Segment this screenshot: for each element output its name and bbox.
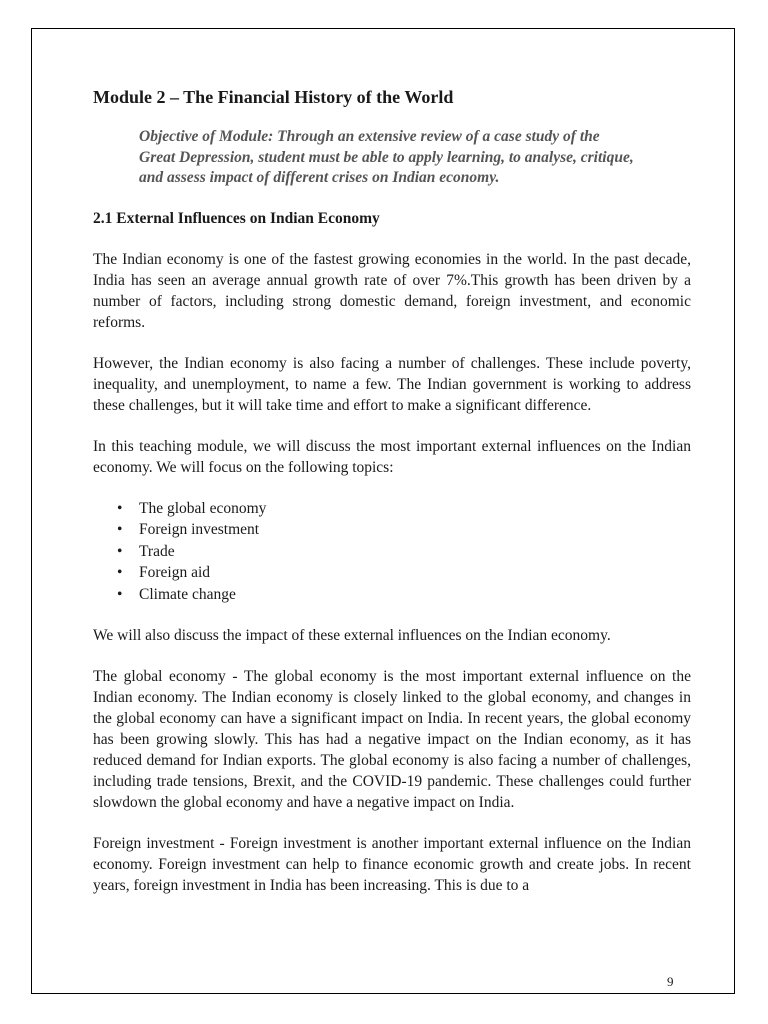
bullet-icon: • — [117, 542, 123, 560]
paragraph: The Indian economy is one of the fastest growing economies in the world. In the past decade, India has seen an average annual growth rate of over 7%.This growth has been driven by a number of factors, including strong domestic demand, foreign investment, and economic reforms. — [93, 250, 691, 331]
list-item-label: Foreign investment — [139, 521, 260, 538]
module-objective: Objective of Module: Through an extensive review of a case study of the Great Depression, student must be able to apply learning, to analyse, critique, and assess impact of different crises on Indian economy. — [139, 128, 634, 186]
list-item — [117, 562, 691, 584]
paragraph: We will also discuss the impact of these external influences on the Indian economy. — [93, 627, 611, 644]
list-item — [117, 584, 691, 606]
page-number: 9 — [667, 974, 674, 989]
module-title: Module 2 – The Financial History of the World — [93, 87, 454, 107]
document-body — [93, 86, 691, 916]
list-item-label: Trade — [139, 542, 175, 560]
list-item-label: Foreign aid — [139, 564, 211, 581]
paragraph: Foreign investment - Foreign investment is another important external influence on the Indian economy. Foreign investment can help to finance economic growth and create jobs. In recent years, foreign investment in India has been increasing. This is due to a — [93, 835, 691, 894]
list-item-label: The global economy — [139, 499, 267, 517]
bullet-icon: • — [117, 585, 123, 603]
list-item — [117, 519, 691, 541]
paragraph: In this teaching module, we will discuss the most important external influences on the Indian economy. We will focus on the following topics: — [93, 437, 691, 476]
list-item-label: Climate change — [139, 585, 236, 603]
paragraph: However, the Indian economy is also facing a number of challenges. These include poverty, inequality, and unemployment, to name a few. The Indian government is working to address these challenges, but it will take time and effort to make a significant difference. — [93, 354, 691, 414]
paragraph: The global economy - The global economy is the most important external influence on the Indian economy. The Indian economy is closely linked to the global economy, and changes in the global economy can have a significant impact on India. In recent years, the global economy has been growing slowly. This has had a negative impact on the Indian economy, as it has reduced demand for Indian exports. The global economy is also facing a number of challenges, including trade tensions, Brexit, and the COVID-19 pandemic. These challenges could further slowdown the global economy and have a negative impact on India. — [93, 668, 691, 811]
bullet-icon: • — [117, 521, 123, 538]
list-item — [117, 541, 691, 563]
bullet-icon: • — [117, 564, 123, 581]
topics-list — [93, 498, 691, 606]
list-item — [117, 498, 691, 520]
section-heading: 2.1 External Influences on Indian Economy — [93, 209, 380, 227]
bullet-icon: • — [117, 499, 123, 517]
